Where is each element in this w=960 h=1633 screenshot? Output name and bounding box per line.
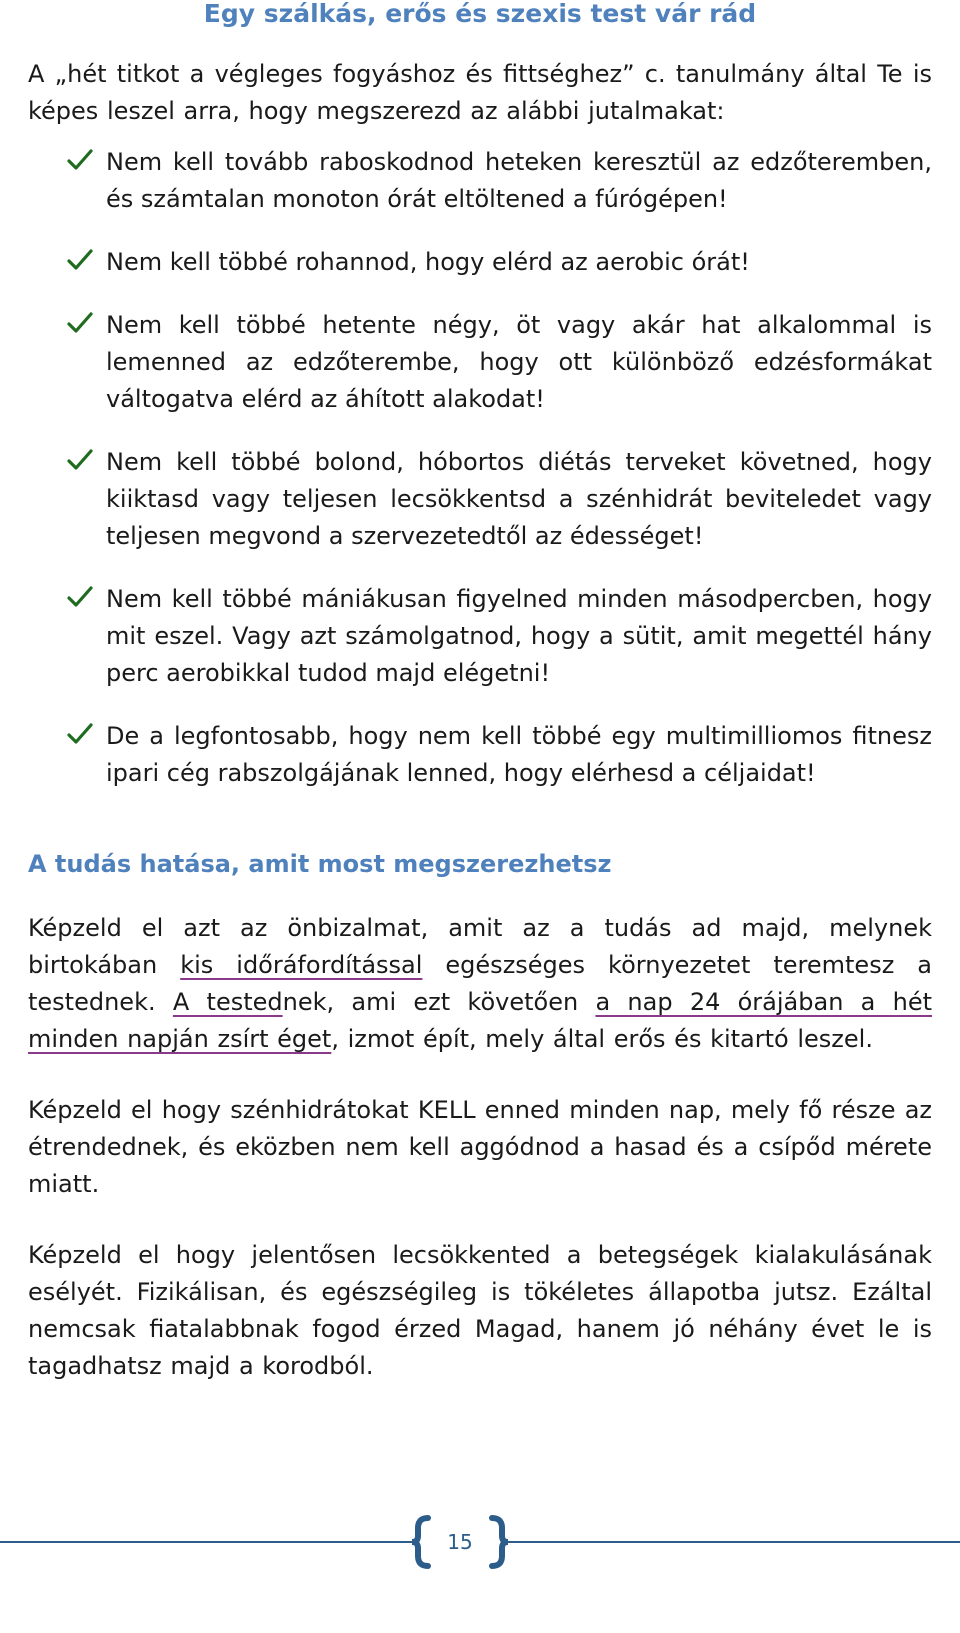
paragraph-text: , izmot épít, mely által erős és kitartó leszel. — [331, 1025, 873, 1053]
paragraph-text: Képzeld el azt az önbizalmat, amit az a tudás ad majd, melynek birtokában — [28, 914, 932, 979]
list-item-text: Nem kell többé hetente négy, öt vagy akár hat alkalommal is lemenned az edzőterembe, hogy ott különböző edzésformákat váltogatva elérd az áhított alakodat! — [106, 311, 932, 413]
list-item — [106, 307, 932, 418]
checkmark-icon — [66, 309, 94, 337]
page-title: Egy szálkás, erős és szexis test vár rád — [203, 0, 757, 28]
benefits-list — [28, 144, 932, 792]
underlined-text: kis időráfordítással — [180, 951, 423, 979]
underlined-text: a nap 24 órájában a hét minden napján zsírt éget — [28, 988, 933, 1053]
list-item-text: Nem kell tovább raboskodnod heteken keresztül az edzőteremben, és számtalan monoton órát eltöltened a fúrógépen! — [106, 148, 932, 213]
page-number: 15 — [447, 1530, 473, 1554]
paragraph-health: Képzeld el hogy jelentősen lecsökkented a betegségek kialakulásának esélyét. Fizikálisan, és egészségileg is tökéletes állapotba jutsz. Ezáltal nemcsak fiatalabbnak fogod érzed Magad, hanem jó néhány évet le is tagadhatsz majd a korodból. — [28, 1241, 932, 1380]
paragraph-carbs: Képzeld el hogy szénhidrátokat KELL enned minden nap, mely fő része az étrendednek, és eközben nem kell aggódnod a hasad és a csípőd mérete miatt. — [28, 1096, 932, 1198]
list-item-text: Nem kell többé mániákusan figyelned minden másodpercben, hogy mit eszel. Vagy azt számolgatnod, hogy a sütit, amit megettél hány perc aerobikkal tudod majd elégetni! — [106, 585, 932, 687]
list-item-text: De a legfontosabb, hogy nem kell többé egy multimilliomos fitnesz ipari cég rabszolgájának lenned, hogy elérhesd a céljaidat! — [106, 722, 932, 787]
document-page — [28, 0, 932, 1385]
checkmark-icon — [66, 583, 94, 611]
paragraph-text: nek, ami ezt követően — [282, 988, 596, 1016]
checkmark-icon — [66, 720, 94, 748]
underlined-text: A tested — [172, 988, 283, 1016]
list-item — [106, 444, 932, 555]
intro-paragraph: A „hét titkot a végleges fogyáshoz és fittséghez” c. tanulmány által Te is képes leszel arra, hogy megszerezd az alábbi jutalmakat: — [28, 60, 932, 125]
paragraph-text: egészséges környezetet teremtesz a testednek. — [28, 951, 933, 1016]
list-item — [106, 718, 932, 792]
list-item-text: Nem kell többé bolond, hóbortos diétás terveket követned, hogy kiiktasd vagy teljesen lecsökkentsd a szénhidrát beviteledet vagy teljesen megvond a szervezetedtől az édességet! — [106, 448, 932, 550]
list-item — [106, 581, 932, 692]
list-item — [106, 144, 932, 218]
checkmark-icon — [66, 446, 94, 474]
page-footer — [0, 1512, 960, 1572]
list-item — [106, 244, 932, 281]
paragraph-confidence — [28, 910, 932, 1058]
checkmark-icon — [66, 246, 94, 274]
section-heading: A tudás hatása, amit most megszerezhetsz — [28, 850, 612, 878]
list-item-text: Nem kell többé rohannod, hogy elérd az aerobic órát! — [106, 248, 750, 276]
checkmark-icon — [66, 146, 94, 174]
